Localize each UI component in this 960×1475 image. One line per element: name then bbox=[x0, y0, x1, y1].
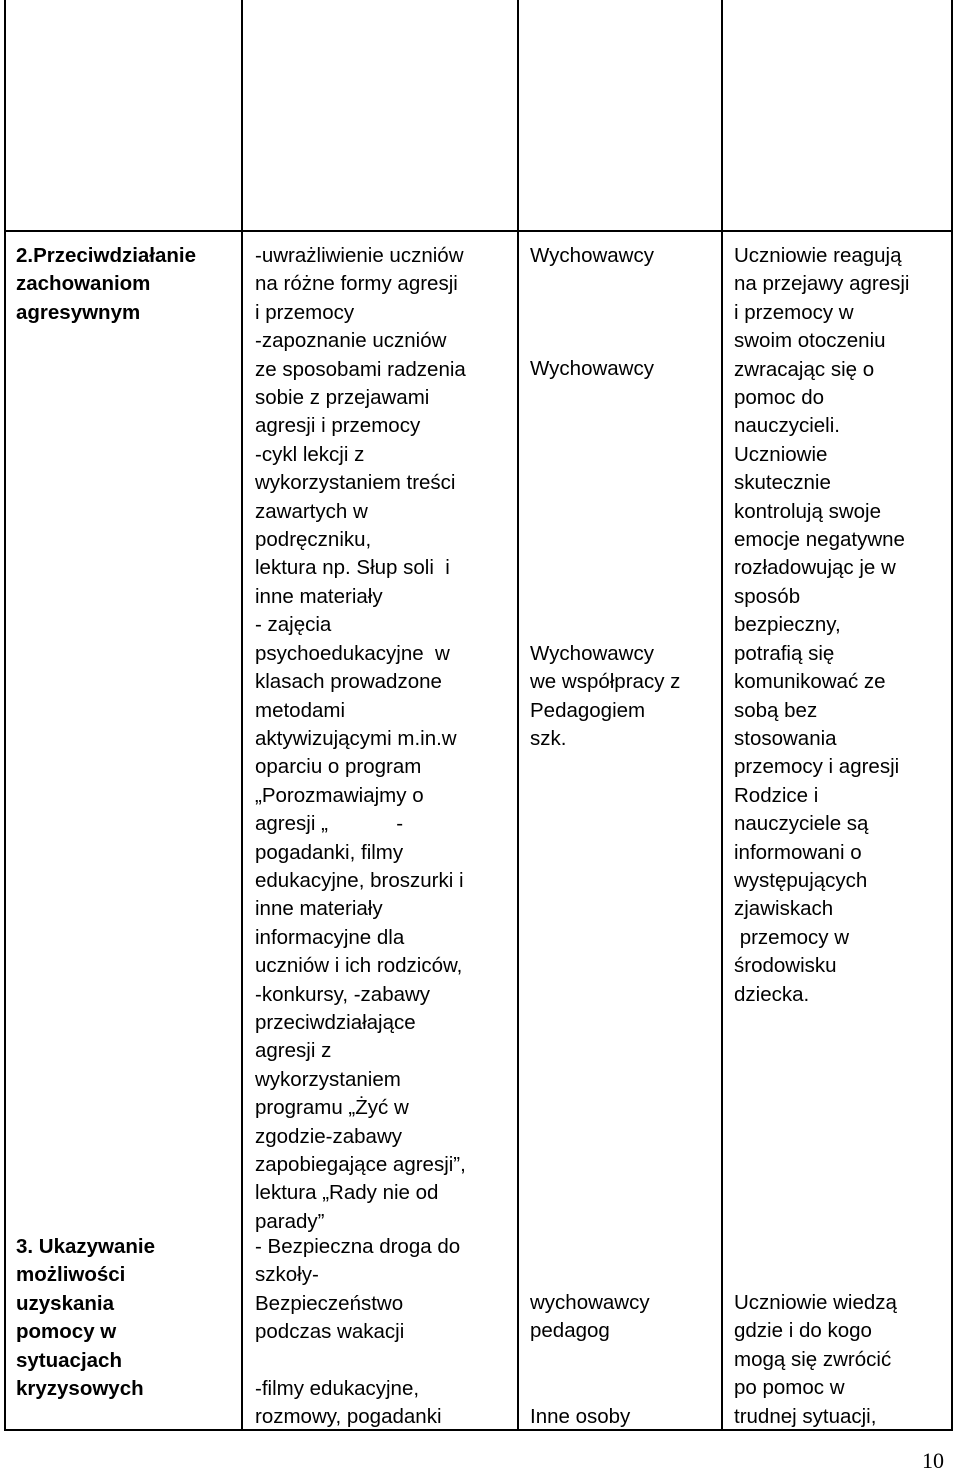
text-line: lektura „Rady nie od bbox=[255, 1181, 439, 1205]
text-line: Wychowawcy bbox=[530, 244, 654, 267]
text-line: zapobiegające agresji”, bbox=[255, 1153, 466, 1176]
text-line: Rodzice i bbox=[734, 783, 819, 807]
text-line: 3. Ukazywanie bbox=[16, 1235, 156, 1258]
text-line: przemocy i agresji bbox=[734, 755, 900, 779]
text-line: na przejawy agresji bbox=[734, 272, 910, 296]
row1-responsible-1 bbox=[530, 242, 654, 270]
row1-tasks bbox=[255, 242, 466, 1236]
text-line: pomoc do bbox=[734, 386, 825, 410]
row1-goal bbox=[16, 242, 196, 327]
text-line: i przemocy w bbox=[734, 300, 854, 324]
text-line: oparciu o program bbox=[255, 755, 422, 779]
text-line: - zajęcia bbox=[255, 613, 332, 637]
text-line: nauczyciele są bbox=[734, 812, 869, 836]
text-line: Uczniowie bbox=[734, 442, 828, 466]
text-line: -cykl lekcji z bbox=[255, 442, 365, 466]
text-line: uczniów i ich rodziców, bbox=[255, 954, 463, 978]
text-line: Pedagogiem bbox=[530, 698, 646, 722]
row1-responsible-2 bbox=[530, 355, 654, 383]
text-line: skutecznie bbox=[734, 471, 831, 495]
text-line: agresji z bbox=[255, 1039, 332, 1063]
text-line: inne materiały bbox=[255, 584, 383, 608]
text-line: sposób bbox=[734, 584, 801, 608]
page-number: 10 bbox=[922, 1448, 944, 1473]
text-line: nauczycieli. bbox=[734, 414, 840, 438]
text-line: szk. bbox=[530, 727, 567, 751]
text-line: kontrolują swoje bbox=[734, 499, 881, 523]
text-line: uzyskania bbox=[16, 1291, 114, 1315]
text-line: aktywizującymi m.in.w bbox=[255, 726, 457, 750]
row2-goal bbox=[16, 1233, 155, 1403]
text-line: zgodzie-zabawy bbox=[255, 1124, 402, 1148]
text-line: pedagog bbox=[530, 1319, 610, 1343]
text-line: pomocy w bbox=[16, 1320, 117, 1344]
text-line: -konkursy, -zabawy bbox=[255, 982, 431, 1006]
text-line bbox=[255, 1347, 460, 1375]
text-line: informowani o bbox=[734, 840, 862, 864]
text-line: szkoły- bbox=[255, 1263, 319, 1287]
text-line: agresji i przemocy bbox=[255, 414, 421, 438]
text-line: Wychowawcy bbox=[530, 642, 654, 665]
text-line: informacyjne dla bbox=[255, 925, 405, 949]
text-line: Wychowawcy bbox=[530, 357, 654, 380]
text-line: swoim otoczeniu bbox=[734, 329, 886, 353]
text-line: metodami bbox=[255, 698, 346, 722]
text-line: rozładowując je w bbox=[734, 556, 896, 580]
text-line: bezpieczny, bbox=[734, 613, 841, 637]
text-line: zwracając się o bbox=[734, 357, 875, 381]
text-line: lektura np. Słup soli i bbox=[255, 556, 450, 580]
text-line: klasach prowadzone bbox=[255, 670, 442, 694]
text-line: 2.Przeciwdziałanie bbox=[16, 244, 197, 267]
text-line: parady” bbox=[255, 1209, 325, 1233]
text-line: Inne osoby bbox=[530, 1405, 631, 1428]
text-line: podręczniku, bbox=[255, 528, 372, 552]
text-line: dziecka. bbox=[734, 982, 810, 1006]
text-line: inne materiały bbox=[255, 897, 383, 921]
text-line: -filmy edukacyjne, bbox=[255, 1377, 420, 1401]
text-line: Bezpieczeństwo bbox=[255, 1291, 404, 1315]
text-line: „Porozmawiajmy o bbox=[255, 783, 424, 807]
text-line: możliwości bbox=[16, 1263, 126, 1287]
text-line: gdzie i do kogo bbox=[734, 1319, 872, 1343]
text-line: we współpracy z bbox=[530, 670, 681, 694]
text-line: występujących bbox=[734, 868, 868, 892]
text-line: agresywnym bbox=[16, 300, 141, 324]
text-line: przeciwdziałające bbox=[255, 1010, 416, 1034]
text-line: komunikować ze bbox=[734, 670, 886, 694]
text-line: potrafią się bbox=[734, 641, 835, 665]
text-line: na różne formy agresji bbox=[255, 272, 458, 296]
text-line: podczas wakacji bbox=[255, 1320, 405, 1344]
text-line: zachowaniom bbox=[16, 272, 151, 296]
text-line: wykorzystaniem bbox=[255, 1067, 401, 1091]
text-line: rozmowy, pogadanki bbox=[255, 1405, 442, 1429]
text-line: zawartych w bbox=[255, 499, 368, 523]
text-line: stosowania bbox=[734, 726, 837, 750]
row1-effects bbox=[734, 242, 909, 1009]
text-line: wykorzystaniem treści bbox=[255, 471, 456, 495]
text-line: po pomoc w bbox=[734, 1376, 845, 1400]
text-line: ze sposobami radzenia bbox=[255, 357, 466, 381]
text-line: -zapoznanie uczniów bbox=[255, 329, 447, 353]
text-line: mogą się zwrócić bbox=[734, 1347, 892, 1371]
text-line: -uwrażliwienie uczniów bbox=[255, 244, 464, 267]
text-line: środowisku bbox=[734, 954, 837, 978]
row2-responsible-2 bbox=[530, 1403, 630, 1431]
text-line: sytuacjach bbox=[16, 1348, 122, 1372]
text-line: pogadanki, filmy bbox=[255, 840, 404, 864]
row2-tasks bbox=[255, 1233, 460, 1432]
text-line: sobą bez bbox=[734, 698, 818, 722]
text-line: emocje negatywne bbox=[734, 528, 905, 552]
row1-responsible-3 bbox=[530, 640, 680, 754]
text-line: programu „Żyć w bbox=[255, 1096, 409, 1120]
text-line: - Bezpieczna droga do bbox=[255, 1235, 461, 1258]
text-line: kryzysowych bbox=[16, 1377, 144, 1401]
row2-responsible-1 bbox=[530, 1289, 650, 1346]
text-line: przemocy w bbox=[734, 925, 850, 949]
text-line: edukacyjne, broszurki i bbox=[255, 868, 464, 892]
text-line: wychowawcy bbox=[530, 1291, 650, 1314]
text-line: trudnej sytuacji, bbox=[734, 1404, 877, 1428]
text-line: sobie z przejawami bbox=[255, 386, 430, 410]
text-line: agresji „ - bbox=[255, 812, 404, 836]
text-line: i przemocy bbox=[255, 300, 355, 324]
text-line: psychoedukacyjne w bbox=[255, 641, 450, 665]
row2-effects bbox=[734, 1289, 897, 1431]
text-line: Uczniowie wiedzą bbox=[734, 1291, 897, 1314]
text-line: zjawiskach bbox=[734, 897, 834, 921]
text-line: Uczniowie reagują bbox=[734, 244, 902, 267]
